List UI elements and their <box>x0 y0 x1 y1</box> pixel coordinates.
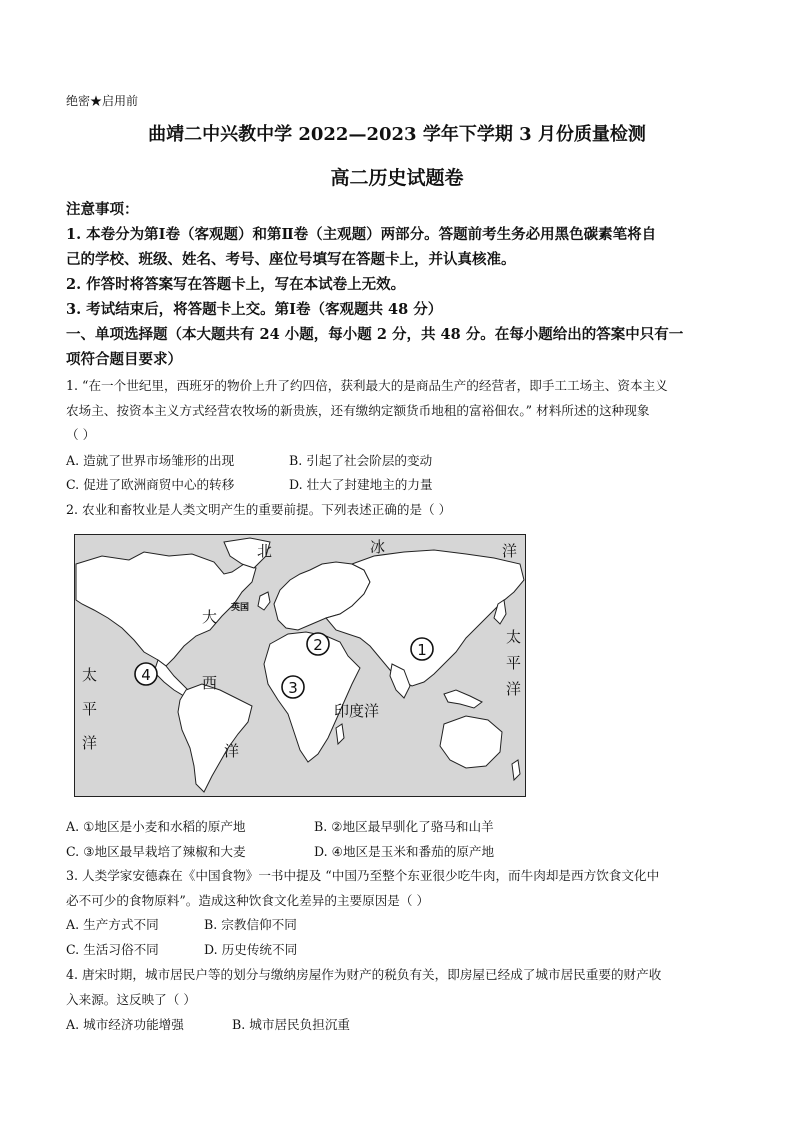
map-marker-2 <box>307 633 329 655</box>
exam-subtitle: 高二历史试题卷 <box>330 167 464 189</box>
svg-text:2: 2 <box>313 636 323 654</box>
q1-option-b: B. 引起了社会阶层的变动 <box>289 453 433 468</box>
q3-stem-line-1: 3. 人类学家安德森在《中国食物》一书中提及 “中国乃至整个东亚很少吃牛肉，而牛肉却是西方饮食文化中 <box>66 868 660 883</box>
q4-option-a: A. 城市经济功能增强 <box>66 1017 184 1032</box>
q2-option-a: A. ①地区是小麦和水稻的原产地 <box>66 819 246 834</box>
map-label-xi: 西 <box>202 674 218 692</box>
q1-answer-blank: （ ） <box>66 427 96 442</box>
map-label-bei: 北 <box>257 542 273 560</box>
map-marker-4 <box>135 663 157 685</box>
q2-stem: 2. 农业和畜牧业是人类文明产生的重要前提。下列表述正确的是（ ） <box>66 502 452 517</box>
map-label-yang-atlantic: 洋 <box>224 742 240 760</box>
map-label-tai-east: 太 <box>506 628 522 646</box>
map-label-indian-ocean: 印度洋 <box>334 702 380 720</box>
q3-stem-line-2: 必不可少的食物原料”。造成这种饮食文化差异的主要原因是（ ） <box>66 893 430 908</box>
notice-item-2: 2. 作答时将答案写在答题卡上，写在本试卷上无效。 <box>66 276 406 293</box>
q2-option-d: D. ④地区是玉米和番茄的原产地 <box>314 844 495 859</box>
map-label-yang-west: 洋 <box>82 734 98 752</box>
map-label-ping-east: 平 <box>506 654 522 672</box>
q2-option-c: C. ③地区最早栽培了辣椒和大麦 <box>66 844 246 859</box>
map-marker-1 <box>411 638 433 660</box>
q4-option-b: B. 城市居民负担沉重 <box>232 1017 351 1032</box>
world-map <box>74 534 526 797</box>
q3-option-a: A. 生产方式不同 <box>66 917 159 932</box>
section-heading-line-1: 一、单项选择题（本大题共有 24 小题，每小题 2 分，共 48 分。在每小题给出的答案中只有一 <box>66 326 684 343</box>
map-label-yang-east: 洋 <box>506 680 522 698</box>
notice-item-1-line-1: 1. 本卷分为第Ⅰ卷（客观题）和第Ⅱ卷（主观题）两部分。答题前考生务必用黑色碳素笔将自 <box>66 226 657 243</box>
map-label-tai-west: 太 <box>82 666 98 684</box>
q1-stem-line-1: 1. “在一个世纪里，西班牙的物价上升了约四倍，获利最大的是商品生产的经营者，即手工工场主、资本主义 <box>66 378 668 393</box>
exam-title: 曲靖二中兴教中学 2022—2023 学年下学期 3 月份质量检测 <box>148 124 646 145</box>
map-marker-3 <box>282 676 304 698</box>
q1-option-c: C. 促进了欧洲商贸中心的转移 <box>66 477 235 492</box>
notice-heading: 注意事项： <box>66 201 139 218</box>
secret-mark: 绝密★启用前 <box>66 94 139 108</box>
notice-item-1-line-2: 己的学校、班级、姓名、考号、座位号填写在答题卡上，并认真核准。 <box>66 251 516 268</box>
q3-option-c: C. 生活习俗不同 <box>66 942 159 957</box>
q4-stem-line-1: 4. 唐宋时期，城市居民户等的划分与缴纳房屋作为财产的税负有关，即房屋已经成了城市居民重要的财产收 <box>66 967 662 982</box>
section-heading-line-2: 项符合题目要求） <box>66 351 182 368</box>
q1-stem-line-2: 农场主、按资本主义方式经营农牧场的新贵族，还有缴纳定额货币地租的富裕佃农。” 材料所述的这种现象 <box>66 403 650 418</box>
q1-option-d: D. 壮大了封建地主的力量 <box>289 477 433 492</box>
svg-text:4: 4 <box>141 666 151 684</box>
q1-option-a: A. 造就了世界市场雏形的出现 <box>66 453 235 468</box>
q4-stem-line-2: 入来源。这反映了（ ） <box>66 992 196 1007</box>
q2-option-b: B. ②地区最早驯化了骆马和山羊 <box>314 819 494 834</box>
q3-option-b: B. 宗教信仰不同 <box>204 917 297 932</box>
map-label-bing: 冰 <box>370 538 386 556</box>
map-label-britain: 英国 <box>231 603 250 613</box>
map-label-da: 大 <box>202 608 218 626</box>
notice-item-3: 3. 考试结束后，将答题卡上交。第Ⅰ卷（客观题共 48 分） <box>66 301 443 318</box>
q3-option-d: D. 历史传统不同 <box>204 942 298 957</box>
svg-text:1: 1 <box>417 641 427 659</box>
map-label-ping-west: 平 <box>82 700 98 718</box>
map-label-yang-arctic: 洋 <box>502 542 518 560</box>
svg-text:3: 3 <box>288 679 298 697</box>
